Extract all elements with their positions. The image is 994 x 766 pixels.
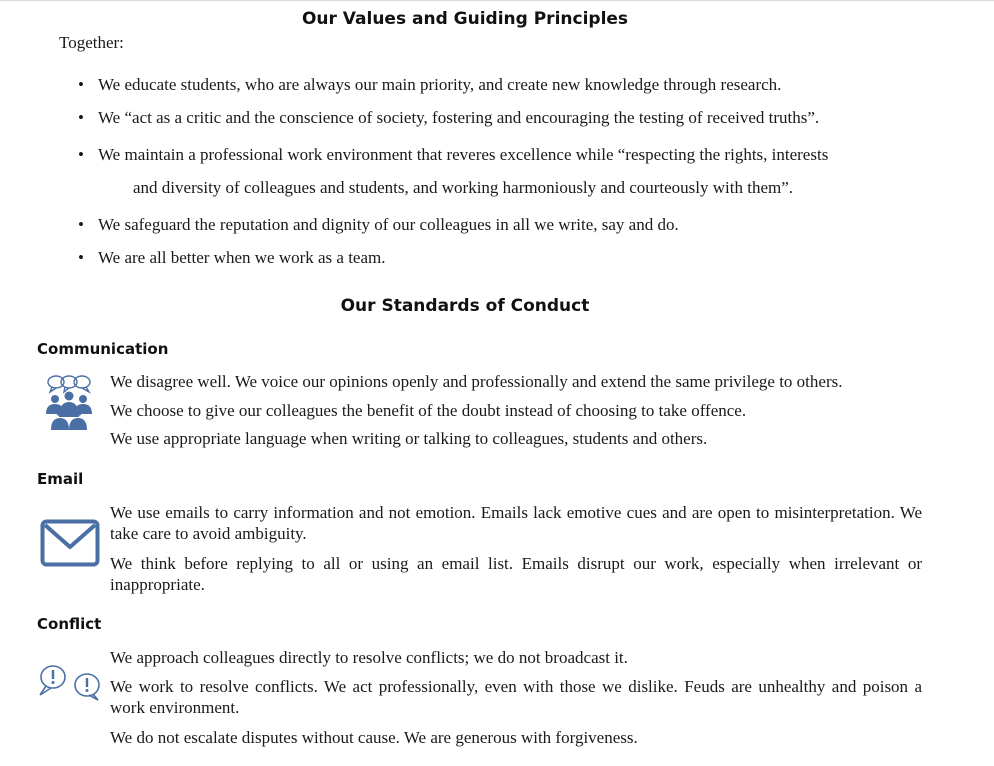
list-item: • We educate students, who are always our main priority, and create new knowledge through research.: [78, 68, 922, 101]
list-item: • We safeguard the reputation and dignity of our colleagues in all we write, say and do.: [78, 208, 922, 241]
conflict-heading: Conflict: [37, 615, 102, 633]
list-item: • We are all better when we work as a team.: [78, 241, 922, 274]
standards-title: Our Standards of Conduct: [340, 296, 590, 316]
values-list: [78, 68, 922, 274]
email-heading: Email: [37, 470, 84, 488]
list-item: • We maintain a professional work environment that reveres excellence while “respecting the rights, interests and diversity of colleagues and students, and working harmoniously and courteously with them”.: [78, 138, 922, 204]
conflict-line: We work to resolve conflicts. We act professionally, even with those we dislike. Feuds are unhealthy and poison a work environment.: [110, 677, 922, 717]
conflict-line: We approach colleagues directly to resolve conflicts; we do not broadcast it.: [110, 648, 628, 667]
values-title: Our Values and Guiding Principles: [301, 9, 629, 29]
communication-heading: Communication: [37, 340, 169, 358]
email-line: We think before replying to all or using an email list. Emails disrupt our work, especially when irrelevant or inappropriate.: [110, 554, 922, 594]
group-discussion-icon: [42, 372, 98, 430]
page-top-border: [0, 0, 994, 1]
email-line: We use emails to carry information and not emotion. Emails lack emotive cues and are open to misinterpretation. We take care to avoid ambiguity.: [110, 503, 922, 543]
communication-line: We use appropriate language when writing or talking to colleagues, students and others.: [110, 429, 708, 448]
values-intro: Together:: [59, 33, 124, 52]
list-item: • We “act as a critic and the conscience of society, fostering and encouraging the testing of received truths”.: [78, 101, 922, 134]
communication-line: We choose to give our colleagues the benefit of the doubt instead of choosing to take offence.: [110, 401, 747, 420]
speech-bubbles-exclamation-icon: [38, 664, 104, 702]
envelope-icon: [40, 519, 100, 567]
conflict-line: We do not escalate disputes without cause. We are generous with forgiveness.: [110, 728, 638, 747]
communication-line: We disagree well. We voice our opinions openly and professionally and extend the same privilege to others.: [110, 372, 843, 391]
